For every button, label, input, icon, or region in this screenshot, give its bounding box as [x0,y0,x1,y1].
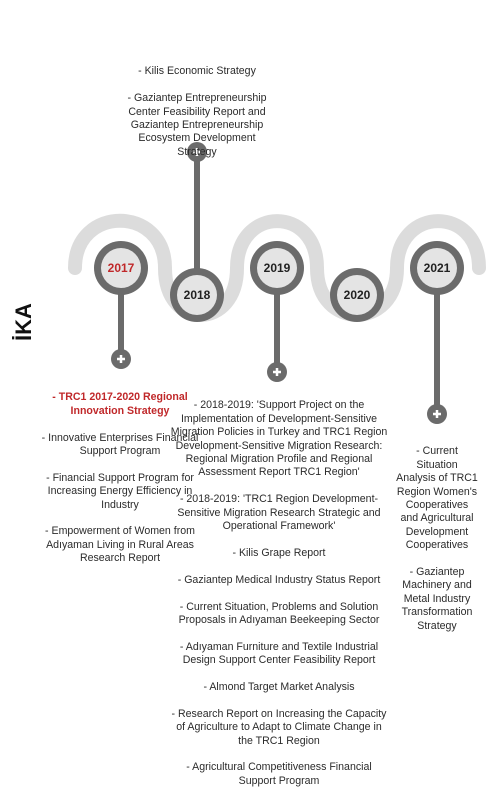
item-2019-9: - Agricultural Competitiveness Financial Support Program [186,761,372,787]
year-label-2017: 2017 [107,261,135,275]
plus-icon-2019 [267,362,287,382]
year-label-2020: 2020 [343,288,371,302]
plus-icon-2021 [427,404,447,424]
year-node-2018 [170,268,224,322]
item-2019-6: - Adıyaman Furniture and Textile Industrial Design Support Center Feasibility Report [179,640,379,667]
item-2018-1: - Kilis Economic Strategy [138,65,256,78]
milestone-2019-text [170,386,388,802]
item-2017-2: - Financial Support Program for Increasing Energy Efficiency in Industry [46,471,194,511]
item-2019-5: - Current Situation, Problems and Solution Proposals in Adıyaman Beekeeping Sector [178,600,380,626]
item-2021-2: - Gaziantep Machinery and Metal Industry Transformation Strategy [401,566,473,632]
item-2018-2: - Gaziantep Entrepreneurship Center Feasibility Report and Gaziantep Entrepreneurship Ecosystem Development Strategy [127,92,267,158]
year-node-2020 [330,268,384,322]
plus-icon-2017 [111,349,131,369]
year-label-2018: 2018 [183,288,211,302]
item-2021-1: - Current Situation Analysis of TRC1 Region Women's Cooperatives and Agricultural Development Cooperatives [396,445,478,552]
year-node-2017 [94,241,148,295]
side-title: İKA [11,303,36,341]
item-2019-2: - 2018-2019: 'TRC1 Region Development-Sensitive Migration Research Strategic and Operational Framework' [177,493,381,533]
item-2017-1: - Innovative Enterprises Financial Support Program [41,431,199,458]
year-label-2021: 2021 [423,261,451,275]
item-2017-3: - Empowerment of Women from Adıyaman Living in Rural Areas Research Report [45,525,195,565]
item-2017-highlight: - TRC1 2017-2020 Regional Innovation Strategy [52,391,188,417]
item-2019-7: - Almond Target Market Analysis [203,680,355,693]
year-label-2019: 2019 [263,261,291,275]
milestone-2021-text [396,432,478,647]
year-node-2021 [410,241,464,295]
item-2019-1: - 2018-2019: 'Support Project on the Implementation of Development-Sensitive Migration Policies in Turkey and TRC1 Region Development-Sensitive Migration Research: Regional Migration Profile and Regional Assessment Report TRC1 Region' [170,399,388,479]
milestone-2018-text [122,52,272,173]
item-2019-8: - Research Report on Increasing the Capacity of Agriculture to Adapt to Climate Change in the TRC1 Region [171,707,387,747]
item-2019-3: - Kilis Grape Report [232,546,326,559]
year-node-2019 [250,241,304,295]
item-2019-4: - Gaziantep Medical Industry Status Report [177,573,381,586]
